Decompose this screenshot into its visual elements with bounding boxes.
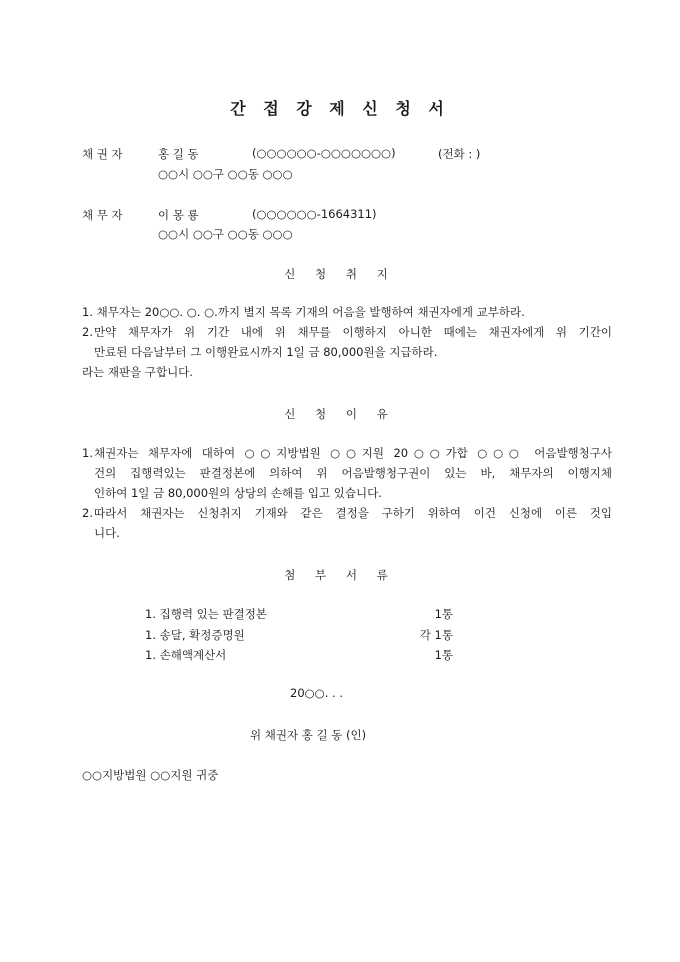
reason-item-2-line: 따라서 채권자는 신청취지 기재와 같은 결정을 구하기 위하여 이건 신청에 이른 것입 [94, 506, 612, 520]
reason-item-1-line: 채권자는 채무자에 대하여 ○○지방법원 ○○지원 20○○가합 ○○○ 어음발행청구사 [94, 446, 612, 460]
purpose-item-2-line: 만료된 다음날부터 그 이행완료시까지 1일 금 80,000원을 지급하라. [94, 345, 438, 359]
reason-item-1-line: 건의 집행력있는 판결정본에 의하여 위 어음발행청구권이 있는 바, 채무자의 이행지체 [94, 466, 612, 480]
reason-item-2-line: 니다. [94, 526, 120, 540]
creditor-label: 채 권 자 [82, 147, 123, 161]
debtor-label: 채 무 자 [82, 208, 123, 222]
signature-line: 위 채권자 홍 길 동 (인) [250, 728, 367, 742]
debtor-name: 이 몽 룡 [158, 208, 199, 222]
reason-heading: 신 청 이 유 [284, 407, 396, 421]
reason-item-1-number: 1. [82, 446, 93, 460]
creditor-id-number: (○○○○○○-○○○○○○○) [252, 146, 396, 160]
debtor-id-number: (○○○○○○-1664311) [252, 207, 377, 221]
attachment-item-quantity: 1통 [434, 648, 453, 662]
court-addressee: ○○지방법원 ○○지원 귀중 [82, 768, 219, 782]
purpose-body [82, 302, 612, 382]
purpose-heading: 신 청 취 지 [284, 267, 396, 281]
creditor-name: 홍 길 동 [158, 147, 199, 161]
document-title: 간 접 강 제 신 청 서 [230, 99, 450, 118]
attachment-item-quantity: 각 1통 [419, 628, 453, 642]
document-date: 20○○. . . [290, 686, 343, 700]
attachment-item-quantity: 1통 [434, 607, 453, 621]
attachment-item-name: 1. 송달, 확정증명원 [145, 628, 245, 642]
attachments-heading: 첨 부 서 류 [284, 568, 396, 582]
purpose-item-1: 1. 채무자는 20○○. ○. ○.까지 별지 목록 기재의 어음을 발행하여 채권자에게 교부하라. [82, 305, 525, 319]
reason-item-2-number: 2. [82, 506, 93, 520]
attachment-item-name: 1. 집행력 있는 판결정본 [145, 607, 267, 621]
purpose-item-2-line: 만약 채무자가 위 기간 내에 위 채무를 이행하지 아니한 때에는 채권자에게 위 기간이 [94, 325, 612, 339]
purpose-closing: 라는 재판을 구합니다. [82, 365, 193, 379]
creditor-address: ○○시 ○○구 ○○동 ○○○ [158, 167, 293, 181]
creditor-phone: (전화 : ) [438, 147, 481, 161]
reason-item-2 [82, 503, 612, 543]
purpose-item-2 [82, 322, 612, 362]
debtor-address: ○○시 ○○구 ○○동 ○○○ [158, 227, 293, 241]
reason-item-1-line: 인하여 1일 금 80,000원의 상당의 손해를 입고 있습니다. [94, 486, 382, 500]
purpose-item-2-number: 2. [82, 325, 93, 339]
reason-item-1 [82, 443, 612, 503]
reason-body [82, 443, 612, 543]
attachment-item-name: 1. 손해액계산서 [145, 648, 227, 662]
